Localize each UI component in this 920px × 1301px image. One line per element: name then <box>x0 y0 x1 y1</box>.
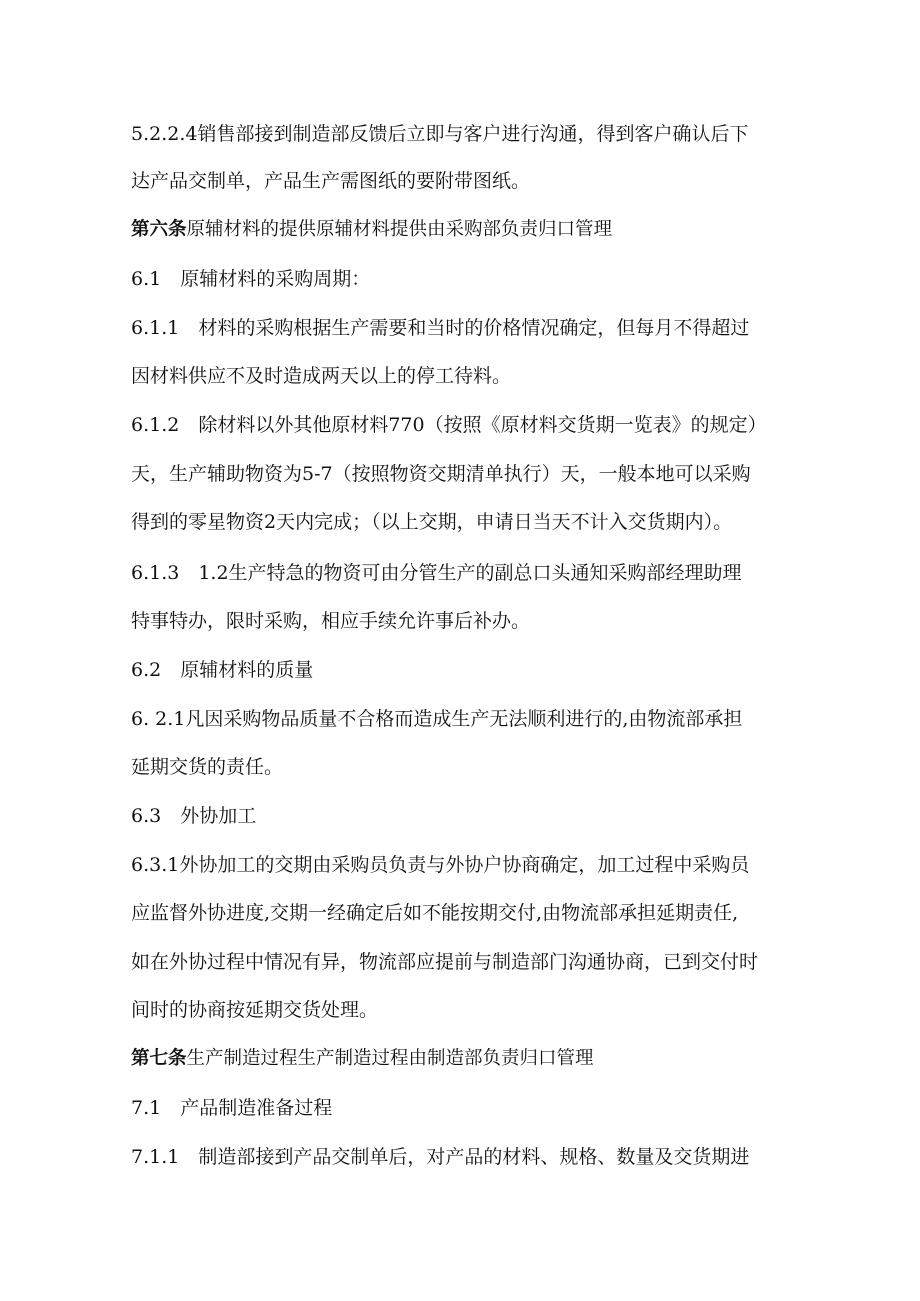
text-line: 6.1.3 1.2生产特急的物资可由分管生产的副总口头通知采购部经理助理 <box>131 562 742 584</box>
text-line: 如在外协过程中情况有异，物流部应提前与制造部门沟通协商，已到交付时 <box>131 951 759 973</box>
section-heading-6 <box>131 218 811 242</box>
text-line: 间时的协商按延期交货处理。 <box>131 999 379 1021</box>
text-line: 7.1.1 制造部接到产品交制单后，对产品的材料、规格、数量及交货期进 <box>131 1146 750 1168</box>
section-heading-7 <box>131 1047 811 1071</box>
text-line: 6.3 外协加工 <box>131 805 257 827</box>
section-number: 第六条 <box>131 219 187 240</box>
text-line: 7.1 产品制造准备过程 <box>131 1097 333 1119</box>
text-line: 6.1.1 材料的采购根据生产需要和当时的价格情况确定，但每月不得超过 <box>131 317 750 339</box>
text-line: 6.1 原辅材料的采购周期： <box>131 268 371 290</box>
section-title: 生产制造过程生产制造过程由制造部负责归口管理 <box>186 1048 594 1069</box>
text-line: 达产品交制单，产品生产需图纸的要附带图纸。 <box>131 170 531 192</box>
text-line: 因材料供应不及时造成两天以上的停工待料。 <box>131 365 512 387</box>
section-number: 第七条 <box>131 1048 187 1069</box>
text-line: 应监督外协进度,交期一经确定后如不能按期交付,由物流部承担延期责任, <box>131 902 739 924</box>
text-line: 特事特办，限时采购，相应手续允许事后补办。 <box>131 610 531 632</box>
section-title: 原辅材料的提供原辅材料提供由采购部负责归口管理 <box>186 219 613 240</box>
text-line: 6.3.1外协加工的交期由采购员负责与外协户协商确定，加工过程中采购员 <box>131 854 750 876</box>
text-line: 6.1.2 除材料以外其他原材料770（按照《原材料交货期一览表》的规定） <box>131 414 767 436</box>
text-line: 延期交货的责任。 <box>131 756 284 778</box>
text-line: 得到的零星物资2天内完成；（以上交期，申请日当天不计入交货期内）。 <box>131 511 733 533</box>
text-line: 6.2 原辅材料的质量 <box>131 659 314 681</box>
text-line: 5.2.2.4销售部接到制造部反馈后立即与客户进行沟通，得到客户确认后下 <box>131 123 749 145</box>
text-line: 天，生产辅助物资为5-7（按照物资交期清单执行）天，一般本地可以采购 <box>131 463 751 485</box>
text-line: 6. 2.1凡因采购物品质量不合格而造成生产无法顺利进行的,由物流部承担 <box>131 708 743 730</box>
